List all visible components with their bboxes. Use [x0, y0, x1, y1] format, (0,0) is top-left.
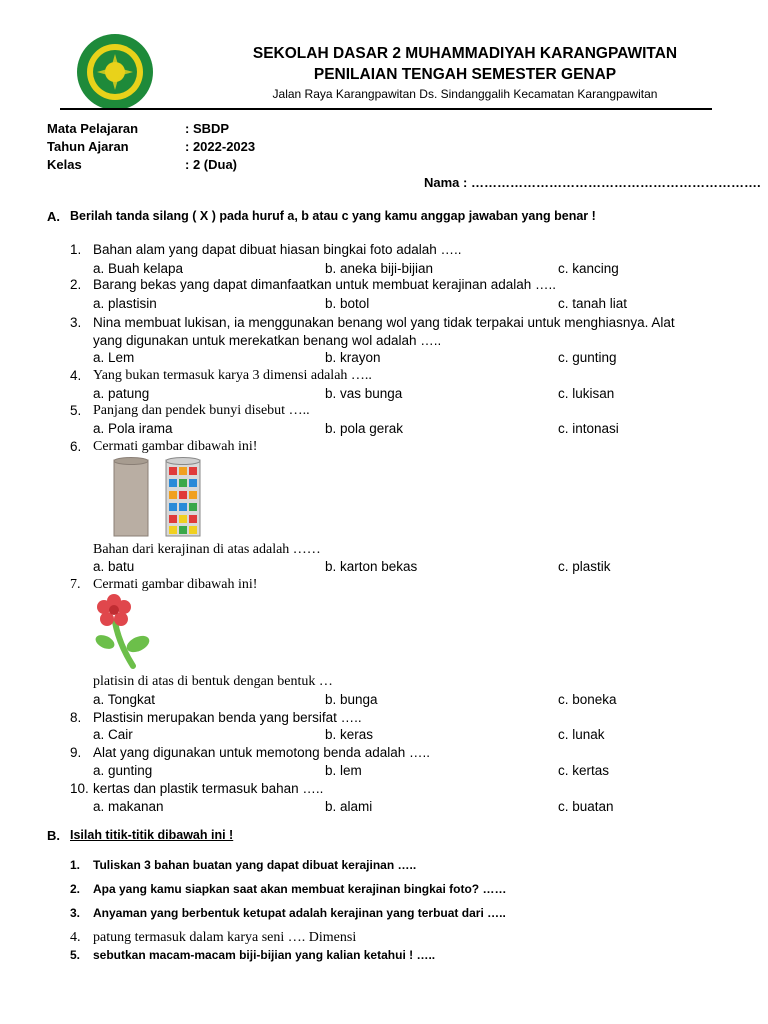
school-name: SEKOLAH DASAR 2 MUHAMMADIYAH KARANGPAWITAN [252, 45, 678, 62]
option-a[interactable]: a. makanan [93, 799, 164, 814]
option-b[interactable]: b. lem [325, 763, 362, 778]
question-text: Bahan alam yang dapat dibuat hiasan bingkai foto adalah ….. [93, 242, 462, 257]
section-a-letter: A. [47, 209, 60, 224]
option-b[interactable]: b. pola gerak [325, 421, 404, 436]
option-a[interactable]: a. Buah kelapa [93, 261, 184, 276]
option-b[interactable]: b. botol [325, 296, 370, 311]
option-c[interactable]: c. boneka [558, 692, 617, 707]
school-address: Jalan Raya Karangpawitan Ds. Sindanggalih Kecamatan Karangpawitan [272, 87, 658, 101]
question-number: 4. [70, 368, 82, 383]
class-value: : 2 (Dua) [185, 157, 237, 172]
option-c[interactable]: c. kancing [558, 261, 619, 276]
option-c[interactable]: c. buatan [558, 799, 614, 814]
option-b[interactable]: b. krayon [325, 350, 381, 365]
essay-question: Anyaman yang berbentuk ketupat adalah kerajinan yang terbuat dari ….. [93, 906, 506, 920]
essay-number: 3. [70, 906, 81, 920]
option-a[interactable]: a. gunting [93, 763, 153, 778]
option-b[interactable]: b. keras [325, 727, 374, 742]
option-a[interactable]: a. Lem [93, 350, 135, 365]
essay-number: 1. [70, 858, 81, 872]
question-text: Nina membuat lukisan, ia menggunakan benang wol yang tidak terpakai untuk menghiasnya. Alat [93, 315, 675, 330]
question-number: 6. [70, 439, 82, 454]
option-c[interactable]: c. tanah liat [558, 296, 628, 311]
question-number: 7. [70, 577, 81, 592]
option-c[interactable]: c. intonasi [558, 421, 619, 436]
essay-number: 2. [70, 882, 81, 896]
question-text-cont: platisin di atas di bentuk dengan bentuk … [93, 674, 333, 689]
question-text: kertas dan plastik termasuk bahan ….. [93, 781, 324, 796]
flower-image [93, 594, 153, 670]
question-text: Panjang dan pendek bunyi disebut ….. [93, 403, 310, 418]
option-b[interactable]: b. vas bunga [325, 386, 403, 401]
option-b[interactable]: b. karton bekas [325, 559, 418, 574]
tubes-image [108, 456, 208, 538]
header-divider [60, 108, 712, 110]
option-c[interactable]: c. lukisan [558, 386, 615, 401]
subject-value: : SBDP [185, 121, 230, 136]
essay-question: patung termasuk dalam karya seni …. Dimensi [93, 930, 357, 945]
question-number: 8. [70, 710, 82, 725]
essay-number: 5. [70, 948, 81, 962]
question-text: Cermati gambar dibawah ini! [93, 439, 258, 454]
question-text: Plastisin merupakan benda yang bersifat ….. [93, 710, 362, 725]
option-a[interactable]: a. batu [93, 559, 135, 574]
question-number: 1. [70, 242, 82, 257]
school-logo [70, 32, 160, 112]
option-c[interactable]: c. lunak [558, 727, 605, 742]
option-a[interactable]: a. Pola irama [93, 421, 173, 436]
option-b[interactable]: b. alami [325, 799, 373, 814]
subject-label: Mata Pelajaran [47, 121, 139, 136]
essay-question: Tuliskan 3 bahan buatan yang dapat dibuat kerajinan ….. [93, 858, 417, 872]
section-b-letter: B. [47, 828, 60, 843]
essay-question: sebutkan macam-macam biji-bijian yang kalian ketahui ! ….. [93, 948, 436, 962]
option-c[interactable]: c. kertas [558, 763, 610, 778]
question-text: Cermati gambar dibawah ini! [93, 577, 258, 592]
option-b[interactable]: b. aneka biji-bijian [325, 261, 434, 276]
question-number: 3. [70, 315, 82, 330]
question-text-cont: Bahan dari kerajinan di atas adalah …… [93, 542, 321, 557]
option-a[interactable]: a. Cair [93, 727, 133, 742]
question-number: 10. [70, 781, 89, 796]
section-b-instruction: Isilah titik-titik dibawah ini ! [70, 828, 234, 842]
exam-title: PENILAIAN TENGAH SEMESTER GENAP [313, 66, 617, 83]
class-label: Kelas [47, 157, 82, 172]
section-a-instruction: Berilah tanda silang ( X ) pada huruf a, b atau c yang kamu anggap jawaban yang benar ! [70, 209, 596, 223]
option-c[interactable]: c. plastik [558, 559, 611, 574]
question-number: 5. [70, 403, 82, 418]
question-number: 9. [70, 745, 82, 760]
year-value: : 2022-2023 [185, 139, 256, 154]
option-a[interactable]: a. Tongkat [93, 692, 156, 707]
year-label: Tahun Ajaran [47, 139, 129, 154]
option-c[interactable]: c. gunting [558, 350, 617, 365]
question-text-cont: yang digunakan untuk merekatkan benang wol adalah ….. [93, 333, 442, 348]
essay-number: 4. [70, 930, 81, 945]
option-b[interactable]: b. bunga [325, 692, 378, 707]
option-a[interactable]: a. patung [93, 386, 150, 401]
question-text: Yang bukan termasuk karya 3 dimensi adalah ….. [93, 368, 372, 383]
question-text: Barang bekas yang dapat dimanfaatkan untuk membuat kerajinan adalah ….. [93, 277, 557, 292]
essay-question: Apa yang kamu siapkan saat akan membuat kerajinan bingkai foto? …… [93, 882, 507, 896]
option-a[interactable]: a. plastisin [93, 296, 157, 311]
question-number: 2. [70, 277, 82, 292]
name-field[interactable]: Nama : …………………………………………………………. [424, 175, 761, 190]
question-text: Alat yang digunakan untuk memotong benda adalah ….. [93, 745, 430, 760]
